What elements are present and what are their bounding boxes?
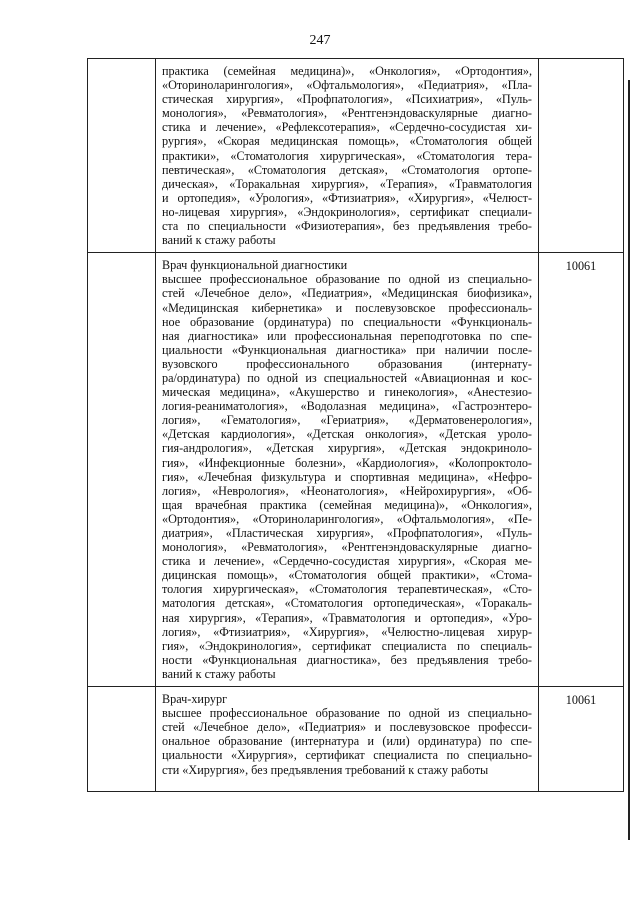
requirement-text-line: циальности «Функциональная диагностика» при наличии после- xyxy=(162,342,532,357)
requirement-text-line: щая врачебная практика (семейная медицина)», «Онкология», xyxy=(162,497,532,512)
requirements-cell xyxy=(156,687,539,792)
number-cell xyxy=(88,253,156,687)
requirement-text-line: монология», «Ревматология», «Рентгенэндоваскулярные диагно- xyxy=(162,540,532,555)
requirement-text-line: ста по специальности «Физиотерапия», без предъявления требо- xyxy=(162,219,532,234)
requirement-text-line: стика и лечение», «Сердечно-сосудистая хирургия», «Скорая ме- xyxy=(162,554,532,569)
requirement-text-line: дицинская помощь», «Стоматология общей практики», «Стома- xyxy=(162,568,532,583)
table-row xyxy=(88,59,624,253)
requirement-text-line: ное образование (ординатура) по специальности «Функциональ- xyxy=(162,314,532,329)
requirement-text-line: монология», «Ревматология», «Рентгенэндоваскулярные диагно- xyxy=(162,106,532,121)
number-cell xyxy=(88,687,156,792)
requirement-text-line: высшее профессиональное образование по одной из специально- xyxy=(162,706,532,721)
position-title: Врач функциональной диагностики xyxy=(162,258,348,273)
requirement-text-line: циальности «Хирургия», сертификат специалиста по специально- xyxy=(162,748,532,763)
number-cell xyxy=(88,59,156,253)
requirement-text-line: логия», «Неврология», «Неонатология», «Нейрохирургия», «Об- xyxy=(162,483,532,498)
requirement-text-line: гия», «Лечебная физкультура и спортивная медицина», «Нефро- xyxy=(162,469,532,484)
requirement-text-line: вузовского профессионального образования (интернату- xyxy=(162,356,532,371)
requirement-text-line: логия», «Фтизиатрия», «Хирургия», «Челюстно-лицевая хирур- xyxy=(162,624,532,639)
requirement-text-line: стей «Лечебное дело», «Педиатрия», «Медицинская биофизика», xyxy=(162,286,532,301)
requirement-text-line: высшее профессиональное образование по одной из специально- xyxy=(162,272,532,287)
requirement-text-line: стика и лечение», «Рефлексотерапия», «Сердечно-сосудистая хи- xyxy=(162,120,532,135)
requirement-text-line: дическая», «Торакальная хирургия», «Терапия», «Травматология xyxy=(162,176,532,191)
code-cell: 10061 xyxy=(539,687,624,792)
requirement-text-line: рургия», «Скорая медицинская помощь», «Стоматология общей xyxy=(162,134,532,149)
requirement-text-line: ваний к стажу работы xyxy=(162,666,276,681)
requirement-text-line: логия-реаниматология», «Водолазная медицина», «Гастроэнтеро- xyxy=(162,399,532,414)
requirement-text-line: ности «Функциональная диагностика», без предъявления требо- xyxy=(162,652,532,667)
requirement-text-line: но-лицевая хирургия», «Эндокринология», сертификат специали- xyxy=(162,204,532,219)
requirements-cell xyxy=(156,253,539,687)
table-row xyxy=(88,253,624,687)
requirement-text-line: гия», «Эндокринология», сертификат специалиста по специаль- xyxy=(162,638,532,653)
requirement-text-line: ная хирургия», «Терапия», «Травматология и ортопедия», «Уро- xyxy=(162,610,532,625)
requirement-text-line: практики», «Стоматология хирургическая», «Стоматология тера- xyxy=(162,148,532,163)
requirement-text-line: практика (семейная медицина)», «Онкология», «Ортодонтия», xyxy=(162,64,532,78)
requirement-text-line: певтическая», «Стоматология детская», «Стоматология ортопе- xyxy=(162,162,532,177)
requirement-text-line: «Медицинская кибернетика» и послевузовское профессиональ- xyxy=(162,300,532,315)
requirement-text-line: ваний к стажу работы xyxy=(162,233,276,248)
requirement-text-line: ра/ординатура) по одной из специальностей «Авиационная и кос- xyxy=(162,370,532,385)
qualification-table xyxy=(87,58,624,792)
requirement-text-line: «Ортодонтия», «Оториноларингология», «Офтальмология», «Пе- xyxy=(162,511,532,526)
requirement-text-line: ональное образование (интернатура и (или) ординатура) по спе- xyxy=(162,734,532,749)
requirement-text-line: гия-андрология», «Детская хирургия», «Детская эндокриноло- xyxy=(162,441,532,456)
requirement-text-line: гия», «Инфекционные болезни», «Кардиология», «Колопроктоло- xyxy=(162,455,532,470)
position-title: Врач-хирург xyxy=(162,692,228,707)
code-cell xyxy=(539,59,624,253)
code-cell: 10061 xyxy=(539,253,624,687)
requirement-text-line: и ортопедия», «Урология», «Фтизиатрия», «Хирургия», «Челюст- xyxy=(162,190,532,205)
scan-edge-line xyxy=(628,80,630,840)
requirement-text-line: матология детская», «Стоматология ортопедическая», «Торакаль- xyxy=(162,596,532,611)
requirement-text-line: сти «Хирургия», без предъявления требований к стажу работы xyxy=(162,762,489,777)
requirement-text-line: «Оториноларингология», «Офтальмология», «Педиатрия», «Пла- xyxy=(162,78,532,93)
requirements-cell xyxy=(156,59,539,253)
requirement-text-line: ная диагностика» или профессиональная переподготовка по спе- xyxy=(162,328,532,343)
requirement-text-line: стическая хирургия», «Профпатология», «Психиатрия», «Пуль- xyxy=(162,92,532,107)
requirement-text-line: диатрия», «Пластическая хирургия», «Профпатология», «Пуль- xyxy=(162,526,532,540)
requirement-text-line: мическая медицина», «Акушерство и гинекология», «Анестезио- xyxy=(162,385,532,400)
requirement-text-line: логия», «Гематология», «Гериатрия», «Дерматовенерология», xyxy=(162,413,532,428)
table-row xyxy=(88,687,624,792)
requirement-text-line: стей «Лечебное дело», «Педиатрия» и послевузовское професси- xyxy=(162,720,532,735)
requirement-text-line: «Детская кардиология», «Детская онкология», «Детская уроло- xyxy=(162,427,532,442)
page-number: 247 xyxy=(309,33,331,48)
requirement-text-line: тология хирургическая», «Стоматология терапевтическая», «Сто- xyxy=(162,582,532,597)
